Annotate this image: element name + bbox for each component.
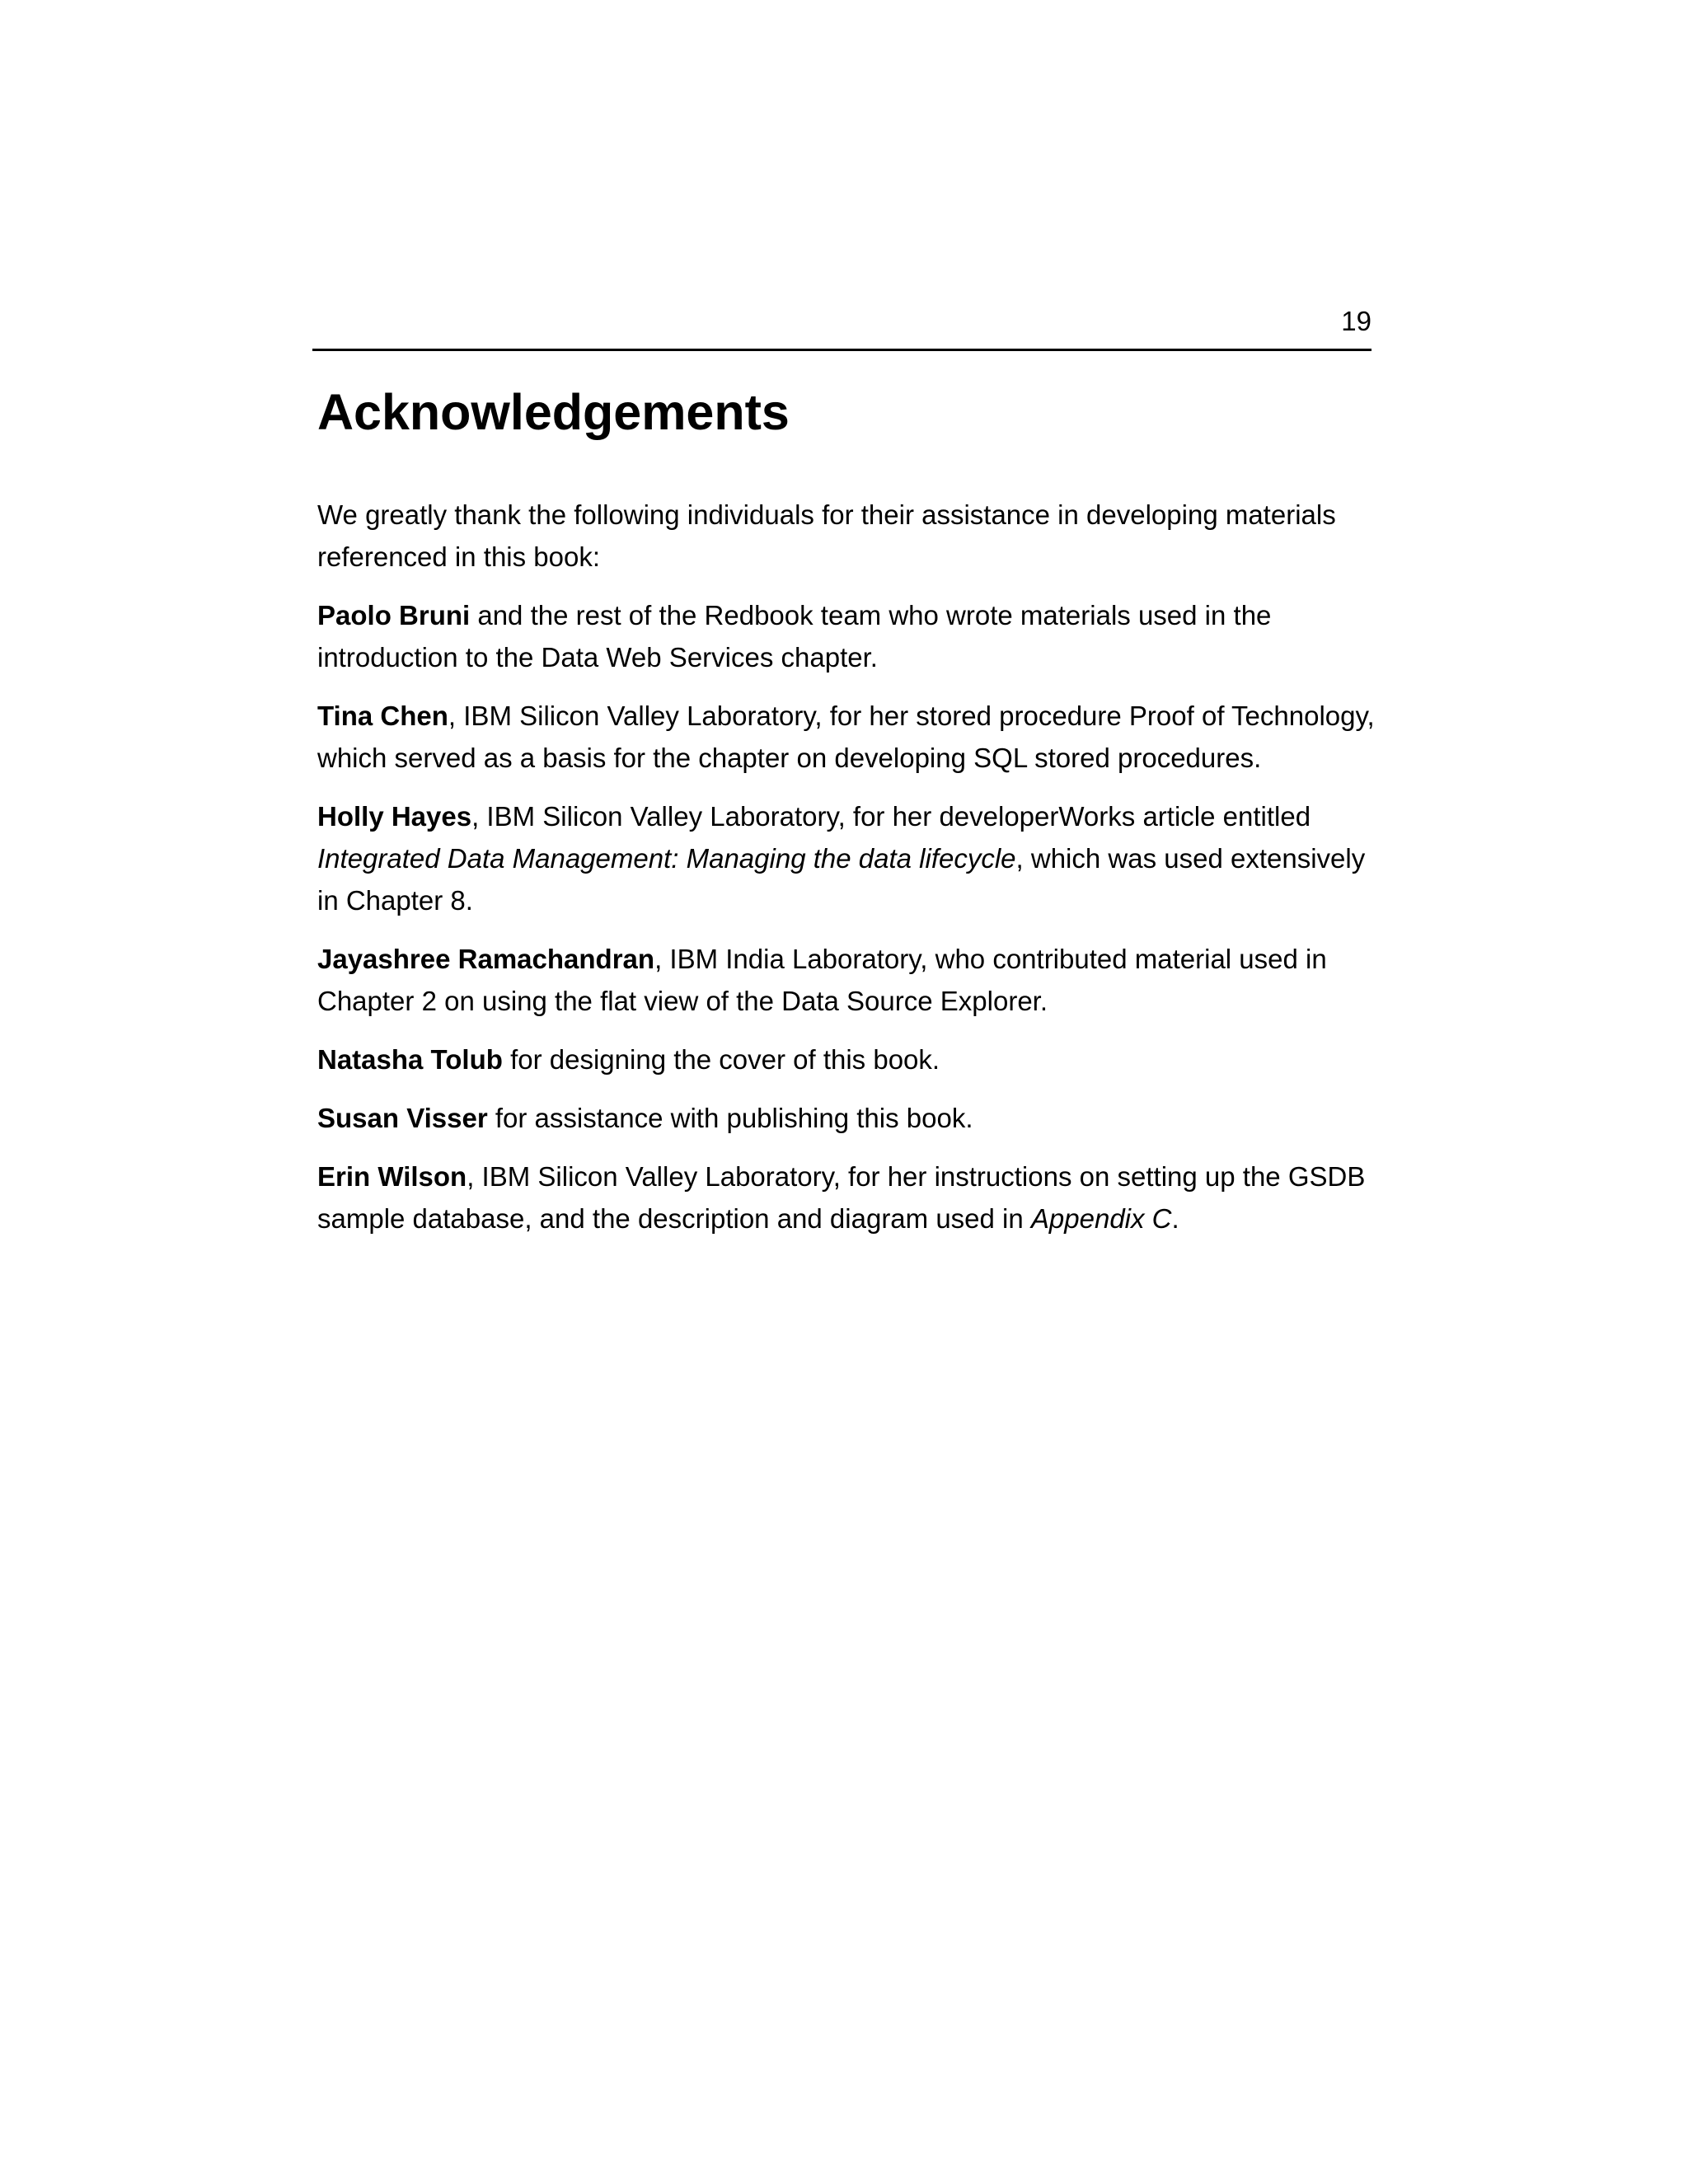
page-title: Acknowledgements <box>317 384 790 440</box>
page-number: 19 <box>1341 306 1372 336</box>
intro-paragraph: We greatly thank the following individuals for their assistance in developing materials referenced in this book: <box>317 499 1336 572</box>
ack-entry-paolo-bruni <box>317 594 1381 678</box>
article-title: Integrated Data Management: Managing the data lifecycle <box>317 843 1016 874</box>
ack-text: , IBM Silicon Valley Laboratory, for her developerWorks article entitled <box>471 801 1311 832</box>
ack-text: and the rest of the Redbook team who wrote materials used in the introduction to the Data Web Services chapter. <box>317 600 1272 673</box>
ack-text: , IBM India Laboratory, who contributed material used in Chapter 2 on using the flat view of the Data Source Explorer. <box>317 944 1327 1016</box>
ack-name: Susan Visser <box>317 1103 488 1133</box>
ack-entry-jayashree-ramachandran <box>317 938 1381 1022</box>
page-content <box>317 375 1381 1256</box>
ack-name: Erin Wilson <box>317 1161 467 1192</box>
ack-text: , IBM Silicon Valley Laboratory, for her instructions on setting up the GSDB sample database, and the description and diagram used in <box>317 1161 1366 1234</box>
ack-name: Natasha Tolub <box>317 1044 503 1075</box>
ack-text-tail: . <box>1171 1203 1179 1234</box>
ack-name: Jayashree Ramachandran <box>317 944 655 974</box>
ack-entry-natasha-tolub <box>317 1038 1381 1080</box>
header-rule <box>312 349 1372 351</box>
ack-text: for designing the cover of this book. <box>502 1044 940 1075</box>
ack-name: Paolo Bruni <box>317 600 471 630</box>
appendix-reference: Appendix C <box>1030 1203 1172 1234</box>
ack-entry-susan-visser <box>317 1097 1381 1139</box>
ack-name: Tina Chen <box>317 701 448 731</box>
ack-name: Holly Hayes <box>317 801 472 832</box>
ack-text: for assistance with publishing this book. <box>487 1103 973 1133</box>
ack-entry-tina-chen <box>317 695 1381 779</box>
ack-text-tail: , which was used extensively in Chapter 8. <box>317 843 1366 916</box>
ack-entry-erin-wilson <box>317 1155 1381 1240</box>
ack-text: , IBM Silicon Valley Laboratory, for her stored procedure Proof of Technology, which served as a basis for the chapter on developing SQL stored procedures. <box>317 701 1375 773</box>
ack-entry-holly-hayes <box>317 795 1381 921</box>
